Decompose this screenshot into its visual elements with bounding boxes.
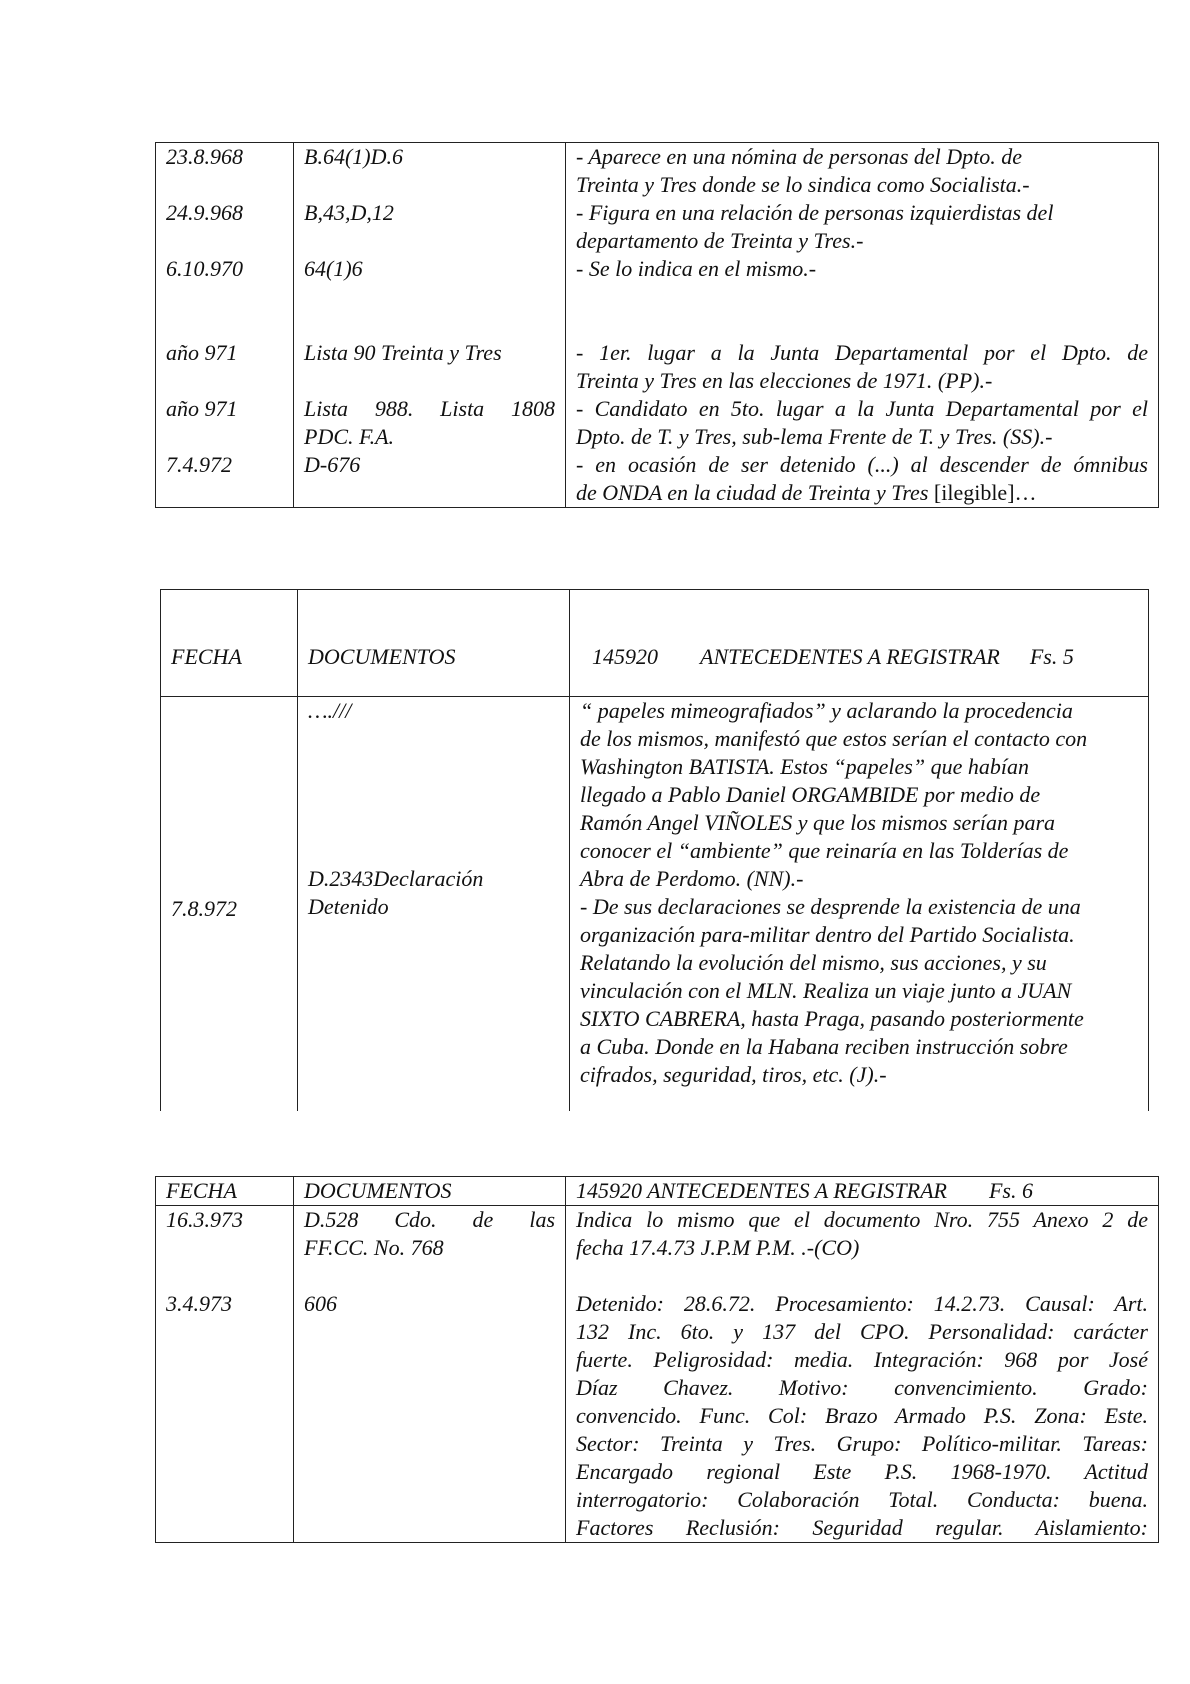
entry-line: - Se lo indica en el mismo.-	[576, 256, 817, 281]
entry-line: fuerte. Peligrosidad: media. Integración: 968 por José	[576, 1347, 1148, 1372]
entry-line: cifrados, seguridad, tiros, etc. (J).-	[580, 1062, 887, 1087]
document-column	[294, 1206, 566, 1543]
entry-line: fecha 17.4.73 J.P.M P.M. .-(CO)	[576, 1235, 860, 1260]
entry-line: - De sus declaraciones se desprende la existencia de una	[580, 894, 1081, 919]
document-cell: D.528 Cdo. de las	[304, 1207, 555, 1232]
entry-line: - en ocasión de ser detenido (...) al descender de ómnibus	[576, 452, 1148, 477]
entry-line: Dpto. de T. y Tres, sub-lema Frente de T. y Tres. (SS).-	[576, 424, 1053, 449]
entry-line: convencido. Func. Col: Brazo Armado P.S. Zona: Este.	[576, 1403, 1148, 1428]
entry-line: - Aparece en una nómina de personas del Dpto. de	[576, 144, 1023, 169]
document-column	[298, 697, 570, 1112]
entry-line: vinculación con el MLN. Realiza un viaje junto a JUAN	[580, 978, 1072, 1003]
document-cell: B,43,D,12	[304, 200, 394, 225]
date-cell: 24.9.968	[166, 200, 243, 225]
entry-line: Abra de Perdomo. (NN).-	[580, 866, 804, 891]
document-cell: FF.CC. No. 768	[304, 1235, 444, 1260]
entry-line: Washington BATISTA. Estos “papeles” que habían	[580, 754, 1029, 779]
entry-line: llegado a Pablo Daniel ORGAMBIDE por medio de	[580, 782, 1041, 807]
entry-line: - Figura en una relación de personas izquierdistas del	[576, 200, 1054, 225]
record-table-1	[155, 142, 1159, 508]
date-column	[156, 1206, 294, 1543]
entry-line: interrogatorio: Colaboración Total. Conducta: buena.	[576, 1487, 1148, 1512]
table-row	[156, 1206, 1159, 1543]
entry-line: Treinta y Tres en las elecciones de 1971. (PP).-	[576, 368, 993, 393]
entry-line: de los mismos, manifestó que estos serían el contacto con	[580, 726, 1088, 751]
date-cell: 7.4.972	[166, 452, 232, 477]
date-cell: 6.10.970	[166, 256, 243, 281]
entry-line: Sector: Treinta y Tres. Grupo: Político-militar. Tareas:	[576, 1431, 1148, 1456]
folio-number: Fs. 5	[1029, 644, 1074, 669]
document-cell: D.2343Declaración	[308, 866, 484, 891]
entry-line: Indica lo mismo que el documento Nro. 755 Anexo 2 de	[576, 1207, 1148, 1232]
table-header-row	[156, 1177, 1159, 1206]
record-number: 145920	[592, 644, 658, 669]
document-cell: PDC. F.A.	[304, 424, 395, 449]
header-antecedentes	[566, 1177, 1159, 1206]
table-header-row	[161, 590, 1149, 697]
entry-line: a Cuba. Donde en la Habana reciben instrucción sobre	[580, 1034, 1068, 1059]
document-cell: Lista 988. Lista 1808	[304, 396, 555, 421]
date-cell: 23.8.968	[166, 144, 243, 169]
table-row	[161, 697, 1149, 1112]
entry-line: Detenido: 28.6.72. Procesamiento: 14.2.73. Causal: Art.	[576, 1291, 1148, 1316]
document-cell: B.64(1)D.6	[304, 144, 403, 169]
date-cell: 3.4.973	[166, 1291, 232, 1316]
folio-number: Fs. 6	[988, 1178, 1033, 1203]
entry-line: 132 Inc. 6to. y 137 del CPO. Personalidad: carácter	[576, 1319, 1148, 1344]
entry-line: - Candidato en 5to. lugar a la Junta Departamental por el	[576, 396, 1148, 421]
date-cell: 7.8.972	[161, 697, 298, 1112]
header-antecedentes	[570, 590, 1149, 697]
entry-line: Relatando la evolución del mismo, sus acciones, y su	[580, 950, 1047, 975]
header-documentos: DOCUMENTOS	[294, 1177, 566, 1206]
record-number: 145920	[576, 1178, 642, 1203]
entry-line: “ papeles mimeografiados” y aclarando la procedencia	[580, 698, 1073, 723]
entry-line: Factores Reclusión: Seguridad regular. Aislamiento:	[576, 1515, 1148, 1540]
entry-line: Treinta y Tres donde se lo sindica como Socialista.-	[576, 172, 1030, 197]
antecedents-column	[566, 1206, 1159, 1543]
entry-line: SIXTO CABRERA, hasta Praga, pasando posteriormente	[580, 1006, 1084, 1031]
illegible-note: [ilegible]…	[933, 480, 1037, 505]
header-fecha: FECHA	[156, 1177, 294, 1206]
document-cell: 606	[304, 1291, 337, 1316]
section-title: ANTECEDENTES A REGISTRAR	[647, 1178, 947, 1203]
document-column	[294, 143, 566, 508]
date-cell: año 971	[166, 396, 238, 421]
entry-line: Ramón Angel VIÑOLES y que los mismos serían para	[580, 810, 1056, 835]
header-documentos: DOCUMENTOS	[298, 590, 570, 697]
date-cell: 16.3.973	[166, 1207, 243, 1232]
document-cell: Lista 90 Treinta y Tres	[304, 340, 502, 365]
entry-line: - 1er. lugar a la Junta Departamental por el Dpto. de	[576, 340, 1148, 365]
entry-line: organización para-militar dentro del Partido Socialista.	[580, 922, 1075, 947]
entry-line: conocer el “ambiente” que reinaría en las Tolderías de	[580, 838, 1069, 863]
date-column	[156, 143, 294, 508]
entry-line: departamento de Treinta y Tres.-	[576, 228, 864, 253]
entry-line: Díaz Chavez. Motivo: convencimiento. Grado:	[576, 1375, 1148, 1400]
document-cell: 64(1)6	[304, 256, 363, 281]
record-table-fs6	[155, 1176, 1159, 1543]
entry-line: Encargado regional Este P.S. 1968-1970. Actitud	[576, 1459, 1148, 1484]
entry-line: de ONDA en la ciudad de Treinta y Tres [ilegible]…	[576, 480, 1037, 505]
antecedents-column	[566, 143, 1159, 508]
document-cell: Detenido	[308, 894, 389, 919]
record-table-fs5	[160, 589, 1149, 1111]
antecedents-column	[570, 697, 1149, 1112]
continuation-mark: ….///	[308, 698, 352, 723]
header-fecha: FECHA	[161, 590, 298, 697]
section-title: ANTECEDENTES A REGISTRAR	[700, 644, 1000, 669]
date-cell: año 971	[166, 340, 238, 365]
document-cell: D-676	[304, 452, 361, 477]
